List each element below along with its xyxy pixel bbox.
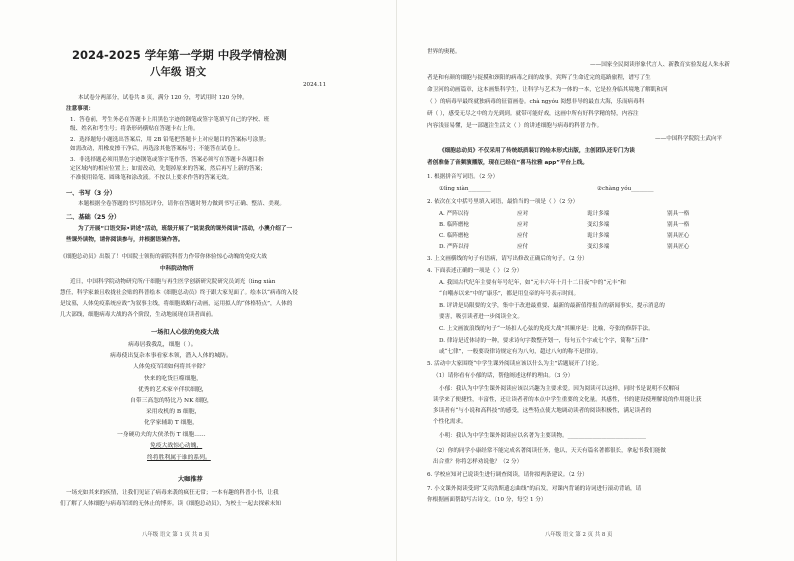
poem-title: 一场扣人心弦的免疫大战 bbox=[151, 329, 220, 336]
question-5: 5. 活动中大家围绕“中学生课外阅读应该以什么为主”话题展开了讨论。 bbox=[427, 361, 603, 367]
quote-source: ——中国科学院院士武向平 bbox=[655, 136, 723, 142]
question-3: 3. 上文画横线的句子有语病，请写出修改正确后的句子。（2 分） bbox=[427, 256, 588, 262]
poem-line: 一身硬功夫的大侠杀伤 T 细胞…… bbox=[117, 432, 206, 438]
notice-line: 不准使用铅笔、圆珠笔和涂改液。不按以上要求作答的答案无效。 bbox=[70, 175, 233, 181]
option-word: 别具一格 bbox=[667, 222, 690, 228]
exam-title: 2024-2025 学年第一学期 中段学情检测 bbox=[72, 48, 287, 62]
question-5-2: 出合重？你将怎样劝说他？（2 分） bbox=[433, 459, 523, 465]
passage-line: 是坟墓，人体免疫系统应战”为叙事主线，将细胞战略行动画，运用拟人的“体格特点”，人体的 bbox=[60, 301, 293, 307]
notice-line: 定区域内的相应位置上；如需改动，先划掉原来的答案，然后再写上新的答案； bbox=[70, 166, 266, 172]
poem-line: 采用攻机的 B 细胞， bbox=[146, 409, 201, 415]
notice-line: 级、姓名和考生号；将条形码横贴在答题卡右上角。 bbox=[70, 126, 199, 132]
quote-source: ——国家全民阅读形象代言人、新教育实验发起人朱永新 bbox=[590, 62, 730, 68]
poem-line-underlined: 终将胜利属于谁的系列。 bbox=[147, 455, 211, 461]
section-2-heading: 二、基础（25 分） bbox=[66, 214, 121, 221]
quote-line: 多读者有“与小说和高科技”的感受，这些特点使大地调动读者的阅读积极性，满足读者的 bbox=[433, 408, 652, 414]
option-word: 别具一格 bbox=[667, 211, 690, 217]
recommend-line: 一场充如其来的疾情，让我们见证了病毒来袭的疯狂无常；一本有趣的科普小书，让我 bbox=[66, 490, 279, 496]
option-word: 变幻多端 bbox=[587, 222, 610, 228]
notice-line: 3．非选择题必须用黑色字迹钢笔或签字笔作答，答案必须写在答题卡各题目指 bbox=[70, 157, 264, 163]
activity-intro: 为了开展“口语交际•讲述”活动，班级开展了“说说我的课外阅读”活动，小澳介绍了一 bbox=[78, 226, 293, 232]
option-text: “自嘲赤以来”中的“康乐”，都是用皇帝的年号表示时间。 bbox=[439, 291, 580, 297]
notice-heading: 注意事项： bbox=[66, 106, 94, 112]
poem-line: 病毒使出复杂本事看家本领，潜入人体的城防。 bbox=[110, 353, 232, 359]
passage-continued: 世界的奥秘。 bbox=[427, 49, 461, 55]
option-text: 或“七律”，一般要设律诗规定有为八句，超过八句的称不是律诗。 bbox=[439, 349, 602, 355]
option-a[interactable]: A. 严阵以待 bbox=[439, 211, 469, 217]
review-line: 者是和有颜的细胞与捉摸和颈阳的病毒之间的故事，宾辉了生命近完的巡路旅程，谱写了生 bbox=[427, 75, 651, 81]
poem-line: 快来的吃货巨噬细胞， bbox=[144, 376, 202, 382]
option-a[interactable]: A. 我国古代纪年主要有年号纪年，如“元丰六年十月十二日夜”中的“元丰”和 bbox=[439, 280, 626, 286]
exam-subtitle: 八年级 语文 bbox=[150, 66, 207, 78]
poem-line: 自带三高忽的特比乃 NK 细胞， bbox=[130, 398, 213, 404]
section-1-heading: 一、书写（3 分） bbox=[66, 190, 116, 197]
answer-blank-5[interactable]: 小明：我认为中学生课外阅读应以名著为主要读物。____________________________ bbox=[439, 433, 646, 439]
option-word: 应付 bbox=[517, 244, 529, 250]
option-word: 别具匠心 bbox=[667, 233, 690, 239]
poem-line-underlined: 免疫大战惊心动魄， bbox=[150, 443, 203, 449]
option-word: 诡计多端 bbox=[587, 233, 610, 239]
option-d[interactable]: D. 严阵以待 bbox=[439, 244, 470, 250]
poem-line: 病毒居我我乱，细胞（ ）。 bbox=[128, 342, 197, 348]
option-d[interactable]: D. 律诗是近体诗的一种，要求诗句字数整齐划一，每句五个字或七个字，简称“五律” bbox=[439, 338, 649, 344]
passage-line: 慧任，科学家兼且收拢社会贴的科普绘本《细胞总动员》终于跟大家见面了。绘本以“病毒的入侵 bbox=[60, 290, 298, 296]
exam-intro: 本试卷分两部分，试卷共 8 页，满分 120 分，考试用时 120 分钟。 bbox=[78, 95, 248, 101]
poem-line: 人体免疫军团如何将其辛除？ bbox=[133, 364, 209, 370]
passage-line: 几大部线，细胞病毒大战的各个阶段，生动地展现在读者面前。 bbox=[60, 312, 217, 318]
answer-blank-1b[interactable]: ②chàng yóu________ bbox=[597, 186, 654, 192]
page-1-footer: 八年级 语文 第 1 页 共 8 页 bbox=[142, 532, 210, 538]
question-7: 你根据画面帮助写古诗文。（10 分，每空 1 分） bbox=[427, 497, 547, 503]
page-2 bbox=[397, 0, 794, 561]
option-word: 别具匠心 bbox=[667, 244, 690, 250]
option-word: 应付 bbox=[517, 233, 529, 239]
answer-blank-1a[interactable]: ①lìng xiàn________ bbox=[439, 186, 491, 192]
question-2: 2. 依次在文中括号里填入词语，最恰当的一项是（ ）（2 分） bbox=[427, 199, 579, 205]
passage-source: 中科院动物所 bbox=[160, 266, 194, 272]
question-5-1: （1）请你看有小郁的话，帮他阐述这样的理由。（3 分） bbox=[433, 373, 574, 379]
audio-line: 者创准备了音频演播版，现在已经在“喜马拉雅 app”平台上线。 bbox=[427, 160, 588, 166]
activity-intro: 些课外读物，请你阅读参与，并根据语境作答。 bbox=[66, 237, 184, 243]
exam-date: 2024.11 bbox=[303, 82, 327, 88]
quote-line: 读学来了便捷性，丰富性，还让读者者的本点中学生重要的文化量。其感性，书的建设使理解说的作用能让获 bbox=[433, 397, 702, 403]
question-6: 6. 学校应知对已说读生进行调查阅读，请你拟两条建议。（2 分） bbox=[427, 472, 588, 478]
review-line: （ ）的病毒早最终就独病毒的征留画卷。chà ngyóu 阅想非导的最直大海，乐而病毒科 bbox=[427, 99, 645, 105]
notice-line: 2．选择题每小题选出答案后，用 2B 铅笔把答题卡上对应题目的答案标号涂黑； bbox=[70, 137, 270, 143]
option-c[interactable]: C. 临阵磨枪 bbox=[439, 233, 470, 239]
option-word: 应对 bbox=[517, 211, 529, 217]
option-word: 诡计多端 bbox=[587, 211, 610, 217]
option-text: 要害，吸引读者进一步阅读全文。 bbox=[439, 314, 523, 320]
passage-line: 近日，中国科学院动物研究所/干细胞与再生医学创新研究院研究员刘光（lìng xiàn bbox=[70, 279, 276, 285]
notice-line: 1．答卷前，考生务必在答题卡上用黑色字迹的钢笔或签字笔填写自己的学校、班 bbox=[70, 117, 270, 123]
quote-line: 个性化需求。 bbox=[433, 419, 467, 425]
option-b[interactable]: B. 临阵磨枪 bbox=[439, 222, 470, 228]
recommend-line: 们了解了人体细胞与病毒军团的无休止的博弈。读《细胞总动员》，为校士一起去探索未知 bbox=[60, 501, 281, 507]
review-line: 内容浅显易懂，是一部题注生活文（ ）的讲述细胞与病毒的科普力作。 bbox=[427, 123, 603, 129]
question-4: 4. 下面表述正确的一项是（ ）（2 分） bbox=[427, 268, 523, 274]
recommend-heading: 大咖推荐 bbox=[178, 476, 203, 483]
option-b[interactable]: B. 评讲是局限要的文学，集中于改进最重要、最新的最新值得报告的新闻事实，提示消息的 bbox=[439, 303, 665, 309]
question-5-2: （2）你的同学小康经常不能完成名著阅读任务，他认，天天有篇名著都很长，拿起书我们能做 bbox=[433, 448, 666, 454]
option-word: 应对 bbox=[517, 222, 529, 228]
question-7: 7. 小文课外阅读受到“艾宾浩斯遗忘曲线”的启发，对课内背诵的诗词进行滚动背诵，请 bbox=[427, 486, 642, 492]
poem-line: 化学家辅助 T 细胞， bbox=[144, 420, 198, 426]
quote-line: 小郁：我认为中学生课外阅读应该以兴趣为主要求爱。因为阅读可以这样，同时书是说明不仅解闷 bbox=[439, 386, 680, 392]
page-2-footer: 八年级 语文 第 2 页 共 8 页 bbox=[545, 532, 613, 538]
passage-headline: 《细胞总动员》出版了！中国院士领衔的新院科普力作带你体验惊心动魄的免疫大战 bbox=[60, 254, 267, 260]
question-1: 1. 根据拼音写词语。（2 分） bbox=[427, 174, 499, 180]
audio-line: 《细胞总动员》不仅采用了传统纸质装订的绘本形式出版，主创团队还专门为读 bbox=[439, 148, 635, 154]
option-word: 变幻多端 bbox=[587, 244, 610, 250]
review-line: 命卫河的动画篇章，这本画集科学生，让科学与艺术为一体的一本，它是拉身临其境地了解肌和河 bbox=[427, 87, 668, 93]
poem-line: 优秀的艺术家辛伴状细胞， bbox=[138, 387, 208, 393]
section-1-text: 本题根据全卷答题的书写情况评分，请你在答题时努力做到书写正确、整洁、美观。 bbox=[78, 201, 285, 207]
option-c[interactable]: C. 上文画波浪线的句子“一场扣人心弦的免疫大战”其顺序是：比喻，夸张的修辞手法。 bbox=[439, 326, 654, 332]
notice-line: 如需改动，用橡皮擦干净后，再选涂其他答案标号；不能答在试卷上。 bbox=[70, 146, 244, 152]
review-line: 研（ ），感受无尽之中的力光到到。就带可能好戏，这画中所有好科学精的特，内容注 bbox=[427, 111, 639, 117]
